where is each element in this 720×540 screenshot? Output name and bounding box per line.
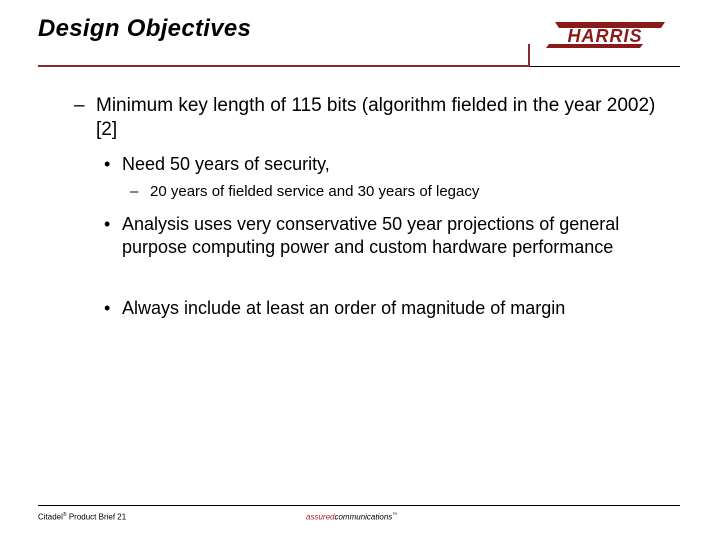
bullet-marker: • (104, 298, 111, 318)
registered-mark: ® (62, 512, 67, 518)
tagline-accent: assured (306, 512, 335, 522)
title-rule-right (530, 66, 680, 67)
bullet-item (104, 213, 684, 259)
trademark-mark: ™ (392, 512, 398, 518)
list-item-text: Minimum key length of 115 bits (algorithm fielded in the year 2002) [2] (96, 95, 656, 140)
bullet-item (104, 297, 684, 320)
dash-marker: – (74, 95, 85, 116)
bullet-marker: • (104, 214, 111, 234)
sub-list-item (130, 182, 690, 202)
harris-logo-text: HARRIS (567, 26, 643, 46)
title-rule-notch (528, 44, 530, 67)
harris-logo (543, 20, 667, 50)
dash-marker: – (130, 183, 139, 200)
tagline-text: communications (334, 512, 393, 522)
bullet-marker: • (104, 154, 111, 174)
footer-brand: Citadel (38, 512, 63, 522)
bullet-text: Always include at least an order of magnitude of margin (122, 298, 566, 318)
sub-list-item-text: 20 years of fielded service and 30 years of legacy (150, 183, 480, 200)
bullet-text: Analysis uses very conservative 50 year projections of general purpose computing power and custom hardware performance (122, 214, 620, 257)
title-rule (38, 65, 528, 67)
bullet-item (104, 153, 684, 176)
bullet-text: Need 50 years of security, (122, 154, 330, 174)
footer-tagline (306, 512, 397, 522)
footer-product-text: Product Brief 21 (66, 512, 127, 522)
footer-rule (38, 505, 680, 506)
list-item-level1 (74, 94, 674, 142)
slide-title: Design Objectives (38, 15, 252, 42)
footer-product (38, 512, 126, 522)
